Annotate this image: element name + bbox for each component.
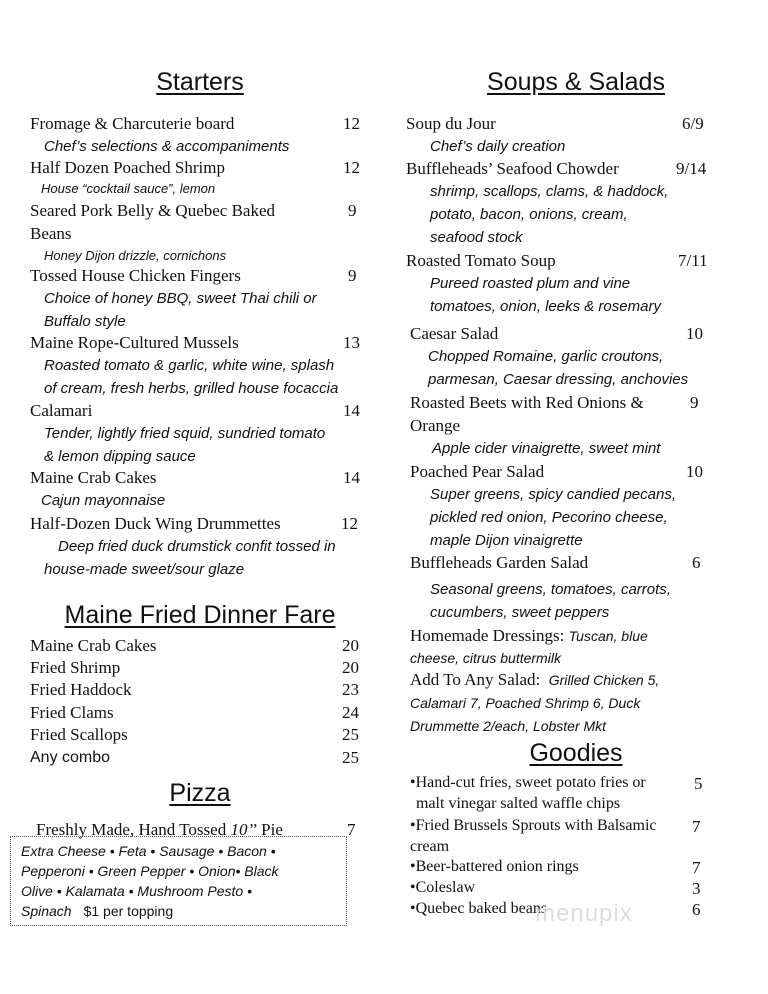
item-price: 5	[694, 774, 703, 793]
item-description-cont: potato, bacon, onions, cream,	[430, 206, 628, 223]
item-price: 12	[341, 514, 358, 533]
item-price: 7	[692, 817, 701, 836]
fried-item	[30, 656, 370, 679]
menu-item	[30, 112, 370, 158]
dressings-label: Homemade Dressings:	[410, 626, 565, 645]
menu-item	[406, 157, 746, 249]
item-name: Fried Shrimp	[30, 658, 121, 677]
dressings-line	[410, 625, 750, 647]
menu-item	[30, 466, 370, 512]
item-price: 10	[686, 462, 703, 481]
item-price: 14	[343, 468, 360, 487]
item-price: 3	[692, 879, 701, 898]
item-description: Cajun mayonnaise	[41, 492, 166, 509]
fried-item	[30, 723, 370, 746]
item-description: Honey Dijon drizzle, cornichons	[44, 248, 227, 263]
menu-item	[410, 391, 750, 460]
item-name: •Coleslaw	[410, 879, 476, 896]
item-price: 20	[342, 636, 359, 655]
item-description: Choice of honey BBQ, sweet Thai chili or	[44, 290, 317, 307]
item-name-cont: Orange	[410, 416, 461, 435]
fried-item	[30, 634, 370, 657]
toppings-line: Pepperoni • Green Pepper • Onion• Black	[21, 863, 279, 879]
toppings-line	[21, 901, 279, 921]
menu-item	[30, 399, 370, 468]
menu-item	[410, 551, 750, 624]
menu-item	[410, 460, 750, 552]
item-description-cont: house-made sweet/sour glaze	[44, 561, 245, 578]
item-price: 7	[692, 858, 701, 877]
add-to-salad-note	[410, 668, 750, 738]
goodies-item	[410, 856, 750, 877]
menu-item	[410, 322, 750, 391]
item-price: 12	[343, 114, 360, 133]
item-name: •Fried Brussels Sprouts with Balsamic	[410, 817, 657, 834]
item-price: 20	[342, 658, 359, 677]
item-description: Seasonal greens, tomatoes, carrots,	[430, 581, 671, 598]
goodies-heading: Goodies	[529, 739, 623, 767]
item-description-cont: of cream, fresh herbs, grilled house focaccia	[44, 380, 339, 397]
item-description: Deep fried duck drumstick confit tossed in	[58, 538, 336, 555]
pizza-name-a: Freshly Made, Hand Tossed	[36, 820, 231, 839]
item-description-cont: cucumbers, sweet peppers	[430, 604, 610, 621]
toppings-last: Spinach	[21, 903, 72, 919]
item-price: 14	[343, 401, 360, 420]
toppings-list	[21, 841, 279, 921]
menu-item	[30, 199, 370, 266]
item-name: •Hand-cut fries, sweet potato fries or	[410, 774, 646, 791]
item-description: Chef’s daily creation	[430, 138, 566, 155]
menu-item	[30, 264, 370, 333]
add-list: Grilled Chicken 5,	[548, 672, 660, 688]
item-description: Apple cider vinaigrette, sweet mint	[432, 440, 661, 457]
item-name: Caesar Salad	[410, 324, 499, 343]
item-name: Maine Crab Cakes	[30, 468, 157, 487]
menu-item	[406, 249, 746, 318]
item-description-cont: parmesan, Caesar dressing, anchovies	[428, 371, 689, 388]
item-name: Fried Haddock	[30, 680, 132, 699]
item-name: Calamari	[30, 401, 93, 420]
menu-item	[30, 156, 370, 199]
item-description: Chef’s selections & accompaniments	[44, 138, 290, 155]
pizza-heading: Pizza	[169, 779, 231, 807]
toppings-line: Extra Cheese • Feta • Sausage • Bacon •	[21, 843, 276, 859]
fried-heading: Maine Fried Dinner Fare	[64, 601, 336, 629]
item-price: 6/9	[682, 114, 704, 133]
item-price: 25	[342, 725, 359, 744]
item-price: 9	[348, 266, 357, 285]
item-description: Chopped Romaine, garlic croutons,	[428, 348, 664, 365]
item-name: Roasted Beets with Red Onions &	[410, 393, 644, 412]
item-price: 12	[343, 158, 360, 177]
item-name: Buffleheads’ Seafood Chowder	[406, 159, 619, 178]
toppings-price: $1 per topping	[83, 903, 174, 919]
goodies-item	[410, 815, 750, 857]
item-price: 9	[690, 393, 699, 412]
item-name-cont: Beans	[30, 224, 72, 243]
item-name: •Quebec baked beans	[410, 900, 548, 917]
add-label: Add To Any Salad:	[410, 670, 541, 689]
item-description-cont: seafood stock	[430, 229, 523, 246]
item-description-cont: Buffalo style	[44, 313, 126, 330]
goodies-item	[410, 877, 750, 898]
item-description: Roasted tomato & garlic, white wine, splash	[44, 357, 335, 374]
item-price: 7	[347, 820, 356, 839]
item-name: Seared Pork Belly & Quebec Baked	[30, 201, 276, 220]
item-name: Half-Dozen Duck Wing Drummettes	[30, 514, 281, 533]
item-price: 6	[692, 553, 701, 572]
item-description-cont: tomatoes, onion, leeks & rosemary	[430, 298, 661, 315]
item-price: 23	[342, 680, 359, 699]
pizza-size: 10’’	[230, 820, 257, 839]
fried-item	[30, 678, 370, 701]
item-description: Tender, lightly fried squid, sundried tomato	[44, 425, 326, 442]
item-name: Fried Clams	[30, 703, 114, 722]
pizza-toppings-box	[10, 836, 347, 926]
item-price: 24	[342, 703, 359, 722]
item-price: 7/11	[678, 251, 708, 270]
item-name: Fried Scallops	[30, 725, 128, 744]
item-price: 25	[342, 748, 359, 767]
item-description: Pureed roasted plum and vine	[430, 275, 631, 292]
item-price: 9	[348, 201, 357, 220]
item-description: Super greens, spicy candied pecans,	[430, 486, 676, 503]
item-description-cont: maple Dijon vinaigrette	[430, 532, 583, 549]
add-list-cont: Drummette 2/each, Lobster Mkt	[410, 718, 607, 734]
item-name: Fromage & Charcuterie board	[30, 114, 235, 133]
item-description: shrimp, scallops, clams, & haddock,	[430, 183, 669, 200]
fried-item	[30, 701, 370, 724]
item-name: Half Dozen Poached Shrimp	[30, 158, 225, 177]
item-description: House “cocktail sauce”, lemon	[41, 181, 216, 196]
dressings-list-cont: cheese, citrus buttermilk	[410, 650, 561, 666]
starters-heading: Starters	[156, 68, 244, 96]
item-name: Poached Pear Salad	[410, 462, 545, 481]
item-description-cont: pickled red onion, Pecorino cheese,	[430, 509, 668, 526]
dressings-note	[410, 625, 750, 669]
watermark: menupix	[535, 900, 633, 927]
add-list-cont: Calamari 7, Poached Shrimp 6, Duck	[410, 695, 641, 711]
item-name: •Beer-battered onion rings	[410, 858, 579, 875]
add-line	[410, 668, 750, 692]
item-price: 9/14	[676, 159, 707, 178]
item-name: Any combo	[30, 749, 111, 766]
menu-item	[30, 331, 370, 400]
menu-item	[406, 112, 746, 158]
menu-item	[30, 512, 370, 581]
pizza-name-c: Pie	[256, 820, 283, 839]
soups-heading: Soups & Salads	[487, 68, 665, 96]
item-name: Tossed House Chicken Fingers	[30, 266, 241, 285]
item-name: Roasted Tomato Soup	[406, 251, 556, 270]
fried-item	[30, 746, 370, 769]
toppings-line: Olive • Kalamata • Mushroom Pesto •	[21, 883, 253, 899]
dressings-list: Tuscan, blue	[568, 628, 648, 644]
item-name-cont: cream	[410, 838, 450, 855]
item-price: 6	[692, 900, 701, 919]
item-name: Maine Rope-Cultured Mussels	[30, 333, 239, 352]
item-name: Buffleheads Garden Salad	[410, 553, 589, 572]
item-description-cont: & lemon dipping sauce	[44, 448, 196, 465]
item-price: 10	[686, 324, 703, 343]
item-price: 13	[343, 333, 360, 352]
item-name-cont: malt vinegar salted waffle chips	[416, 795, 621, 812]
goodies-item	[410, 772, 750, 814]
item-name: Maine Crab Cakes	[30, 636, 157, 655]
item-name: Soup du Jour	[406, 114, 496, 133]
